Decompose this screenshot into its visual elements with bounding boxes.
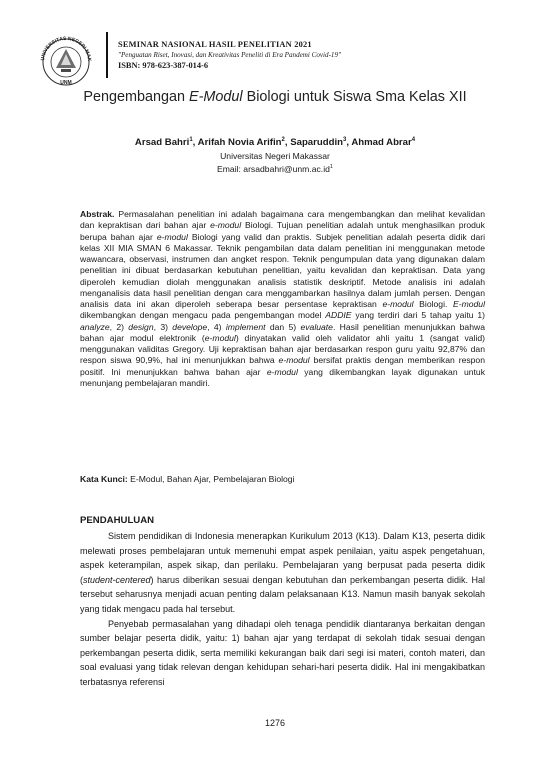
seminar-header	[118, 40, 341, 72]
keywords: Kata Kunci: E-Modul, Bahan Ajar, Pembelajaran Biologi	[80, 474, 295, 484]
author: Arifah Novia Arifin	[197, 137, 282, 149]
abstract-label: Abstrak.	[80, 209, 115, 219]
author: Arsad Bahri	[134, 137, 190, 149]
email: Email: $arsadbahri@unm.ac.id^1$	[217, 164, 333, 174]
page-number: 1276	[264, 718, 286, 728]
isbn: ISBN: 978-623-387-014-6	[118, 61, 209, 70]
author-list: Arsad Bahri$^1$, Arifah Novia Arifin$^2$, Saparuddin$^3$, Ahmad Abrar$^4$	[134, 137, 416, 149]
logo-ring-text: UNIVERSITAS NEGERI MAK	[40, 35, 93, 62]
paragraph: Sistem pendidikan di Indonesia menerapkan Kurikulum 2013 (K13). Dalam K13, peserta didik melewati proses pembelajaran untuk memenuhi empat aspek penilaian, yaitu aspek pengetahuan, aspek keterampilan, aspek sikap, dan perilaku. Pembelajaran yang berpusat pada peserta didik (student-centered) harus diberikan sesuai dengan kebutuhan dan perkembangan peserta didik. Hal tersebut seharusnya menjadi acuan penting dalam pelaksanaan K13. Namun masih banyak sekolah yang tidak mengacu pada hal tersebut.	[80, 531, 485, 614]
keywords-label: Kata Kunci:	[80, 474, 128, 484]
paper-title: Pengembangan E-Modul Biologi untuk Siswa Sma Kelas XII	[83, 89, 467, 105]
author: Ahmad Abrar	[351, 137, 412, 149]
paragraph: Penyebab permasalahan yang dihadapi oleh tenaga pendidik diantaranya berkaitan dengan sumber belajar peserta didik, yaitu: 1) bahan ajar yang terdapat di sekolah tidak sesuai dengan perkembangan peserta didik, serta memiliki kekurangan baik dari segi isi materi, contoh materi, dan soal evaluasi yang tidak relevan dengan kehidupan sehari-hari peserta didik. Hal ini mengakibatkan terbatasnya referensi	[80, 618, 485, 687]
affiliation: Universitas Negeri Makassar	[220, 151, 330, 161]
abstract: Abstrak. Permasalahan penelitian ini adalah bagaimana cara mengembangkan dan melihat kevalidan dan kepraktisan dari bahan ajar e-modul Biologi. Tujuan penelitian adalah untuk menghasilkan produk berupa bahan ajar e-modul Biologi yang valid dan praktis. Subjek penelitian adalah peserta didik dari kelas XII MIA SMAN 6 Makassar. Teknik pengambilan data dalam penelitian ini menggunakan metode wawancara, observasi, instrumen dan angket respon. Teknik pengumpulan data yang digunakan dalam penelitian ini dibuat berdasarkan kebutuhan penelitian, yaitu kevalidan dan kepraktisan. Data yang diperoleh kemudian diolah menggunakan analisis statistik deskriptif. Metode analisis ini adalah menganalisis data hasil penelitian dengan cara menggambarkan hasilnya dalam jumlah persen. Dengan analisis data ini akan diperoleh seberapa besar persentase kepraktisan e-modul Biologi. E-modul dikembangkan dengan mengacu pada pengembangan model ADDIE yang terdiri dari 5 tahap yaitu 1) analyze, 2) design, 3) develope, 4) implement dan 5) evaluate. Hasil penelitian menunjukkan bahwa bahan ajar modul elektronik (e-modul) dinyatakan valid oleh validator ahli yaitu 1 (sangat valid) menggunakan validitas Gregory. Uji kepraktisan bahan ajar berdasarkan respon guru yaitu 92,87% dan respon siswa 90,9%, hal ini menunjukkan bahwa e-modul bersifat praktis dengan memberikan respon positif. Ini menunjukkan bahwa bahan ajar e-modul yang dikembangkan layak digunakan untuk menunjang pembelajaran mandiri.	[80, 209, 485, 388]
section-heading: PENDAHULUAN	[80, 515, 155, 526]
header-divider	[106, 32, 108, 78]
seminar-name: SEMINAR NASIONAL HASIL PENELITIAN 2021	[118, 40, 312, 49]
author: Saparuddin	[290, 137, 343, 149]
seminar-theme: "Penguatan Riset, Inovasi, dan Kreativitas Peneliti di Era Pandemi Covid-19"	[118, 51, 342, 59]
body-text	[80, 529, 485, 690]
logo-bottom-text: UNM	[60, 80, 72, 86]
unm-logo	[34, 32, 98, 88]
